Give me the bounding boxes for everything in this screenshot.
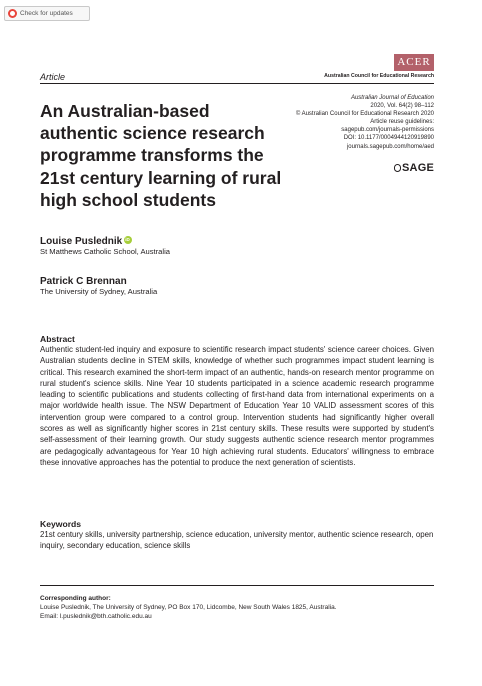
sage-logo (394, 162, 434, 174)
keywords-text: 21st century skills, university partnership, science education, university mentor, authentic science research, open inquiry, secondary education, science skills (40, 530, 434, 551)
doi-link[interactable]: DOI: 10.1177/0004944120919890 (343, 135, 434, 142)
check-for-updates-badge[interactable] (4, 6, 90, 21)
journal-metadata (294, 94, 434, 151)
sage-s-icon (394, 164, 401, 172)
keywords-heading: Keywords (40, 519, 82, 529)
journal-home-link[interactable]: journals.sagepub.com/home/aed (346, 143, 434, 150)
abstract-section (40, 334, 434, 468)
author-affiliation: St Matthews Catholic School, Australia (40, 247, 170, 256)
author-affiliation: The University of Sydney, Australia (40, 287, 158, 296)
copyright-notice: © Australian Council for Educational Research 2020 (295, 111, 434, 118)
reuse-guidelines-link[interactable]: sagepub.com/journals-permissions (341, 127, 434, 134)
abstract-heading: Abstract (40, 334, 75, 344)
corresponding-author-email[interactable]: Email: l.puslednik@bth.catholic.edu.au (40, 613, 152, 620)
check-for-updates-label: Check for updates (20, 10, 73, 17)
author-name: Louise Puslednik (40, 236, 123, 247)
corresponding-author-address: Louise Puslednik, The University of Sydney, PO Box 170, Lidcombe, New South Wales 1825, Australia. (40, 604, 337, 611)
orcid-icon[interactable] (124, 236, 132, 244)
reuse-guidelines-label: Article reuse guidelines: (370, 119, 434, 126)
sage-logo-text: SAGE (402, 162, 434, 174)
article-type-label: Article (40, 72, 66, 82)
check-for-updates-icon (8, 9, 17, 18)
corresponding-author-heading: Corresponding author: (40, 595, 111, 602)
abstract-text: Authentic student-led inquiry and exposure to scientific research impact students' science career choices. Given Australian students decline in STEM skills, knowledge of whether such programmes impact student learning is critical. This research examined the short-term impact of an authentic, hands-on research mentor programme on rural student's science skills. Nine Year 10 students participated in a science academic research programme leading to scientific publications and students collecting of first-hand data from international experiments on a major worldwide health issue. The NSW Department of Education Year 10 VALID assessment scores of this intervention group were compared to a control group. Intervention students had significantly higher overall scores as well as significantly higher scores in 21st century skills. These results were supported by student's self-assessment of their learning growth. Our study suggests authentic science research mentor programmes are pedagogically advantageous for Year 10 high achieving rural students. Educators' willingness to embrace these innovative approaches has the potential to produce the next generation of scientists. (40, 345, 434, 467)
journal-volume: 2020, Vol. 64(2) 98–112 (370, 103, 434, 110)
author-block-1 (40, 236, 170, 256)
article-title: An Australian-based authentic science research programme transforms the 21st century learning of rural high school students (40, 101, 282, 210)
header-rule (40, 83, 434, 84)
keywords-section (40, 519, 434, 552)
journal-name: Australian Journal of Education (350, 95, 434, 101)
acer-logo: ACER (394, 54, 434, 71)
corresponding-author-block (40, 594, 434, 621)
acer-logo-subtitle: Australian Council for Educational Research (324, 73, 434, 79)
author-block-2 (40, 276, 157, 296)
footer-rule (40, 585, 434, 586)
author-name: Patrick C Brennan (40, 276, 127, 287)
